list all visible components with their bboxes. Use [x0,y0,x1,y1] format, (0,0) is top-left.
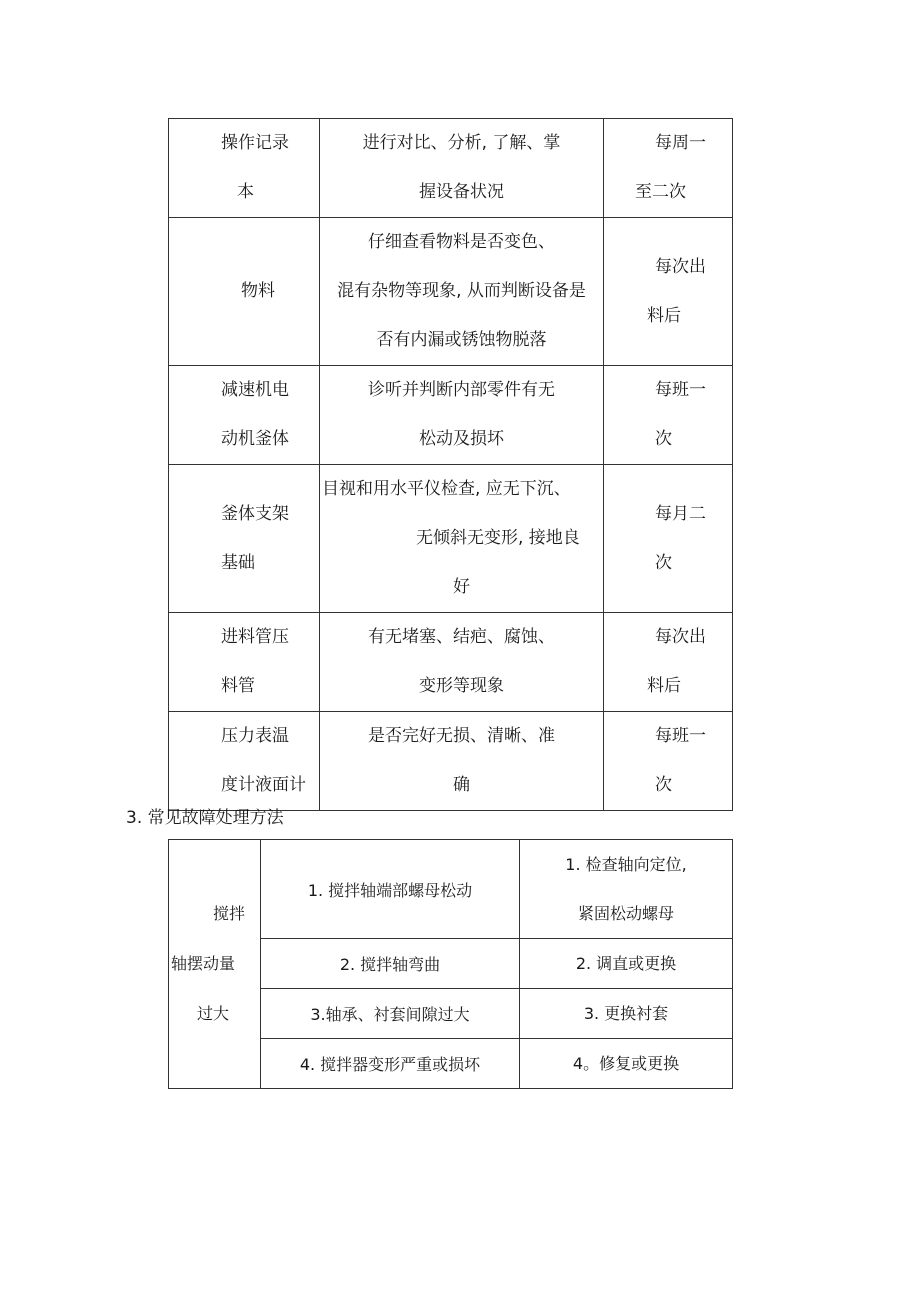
inspection-item: 进料管压 料管 [169,613,320,712]
fault-solution: 2. 调直或更换 [520,939,733,989]
inspection-item: 操作记录 本 [169,119,320,218]
table-row [169,218,733,366]
table-row [169,712,733,811]
table-row [169,366,733,465]
inspection-frequency: 每周一 至二次 [604,119,733,218]
fault-category: 搅拌 轴摆动量 过大 [169,840,261,1089]
table-row [169,840,733,939]
inspection-method: 诊听并判断内部零件有无 松动及损坏 [320,366,604,465]
inspection-frequency: 每次出 料后 [604,218,733,366]
inspection-item: 减速机电 动机釜体 [169,366,320,465]
fault-table [168,839,733,1089]
inspection-frequency: 每班一 次 [604,712,733,811]
fault-cause: 1. 搅拌轴端部螺母松动 [261,840,520,939]
fault-solution: 4。修复或更换 [520,1039,733,1089]
fault-cause: 4. 搅拌器变形严重或损坏 [261,1039,520,1089]
table-row [169,119,733,218]
section-heading: 3. 常见故障处理方法 [126,808,284,828]
table-row [169,613,733,712]
inspection-method: 进行对比、分析, 了解、掌 握设备状况 [320,119,604,218]
table-row [169,465,733,613]
inspection-item: 物料 [169,218,320,366]
inspection-method: 有无堵塞、结疤、腐蚀、 变形等现象 [320,613,604,712]
fault-cause: 2. 搅拌轴弯曲 [261,939,520,989]
fault-solution: 1. 检查轴向定位, 紧固松动螺母 [520,840,733,939]
inspection-method: 是否完好无损、清晰、准 确 [320,712,604,811]
fault-solution: 3. 更换衬套 [520,989,733,1039]
inspection-item: 釜体支架 基础 [169,465,320,613]
inspection-frequency: 每班一 次 [604,366,733,465]
inspection-frequency: 每月二 次 [604,465,733,613]
inspection-frequency: 每次出 料后 [604,613,733,712]
inspection-method: 仔细查看物料是否变色、 混有杂物等现象, 从而判断设备是 否有内漏或锈蚀物脱落 [320,218,604,366]
inspection-table [168,118,733,811]
inspection-item: 压力表温 度计液面计 [169,712,320,811]
fault-cause: 3.轴承、衬套间隙过大 [261,989,520,1039]
inspection-method: 目视和用水平仪检查, 应无下沉、 无倾斜无变形, 接地良 好 [320,465,604,613]
